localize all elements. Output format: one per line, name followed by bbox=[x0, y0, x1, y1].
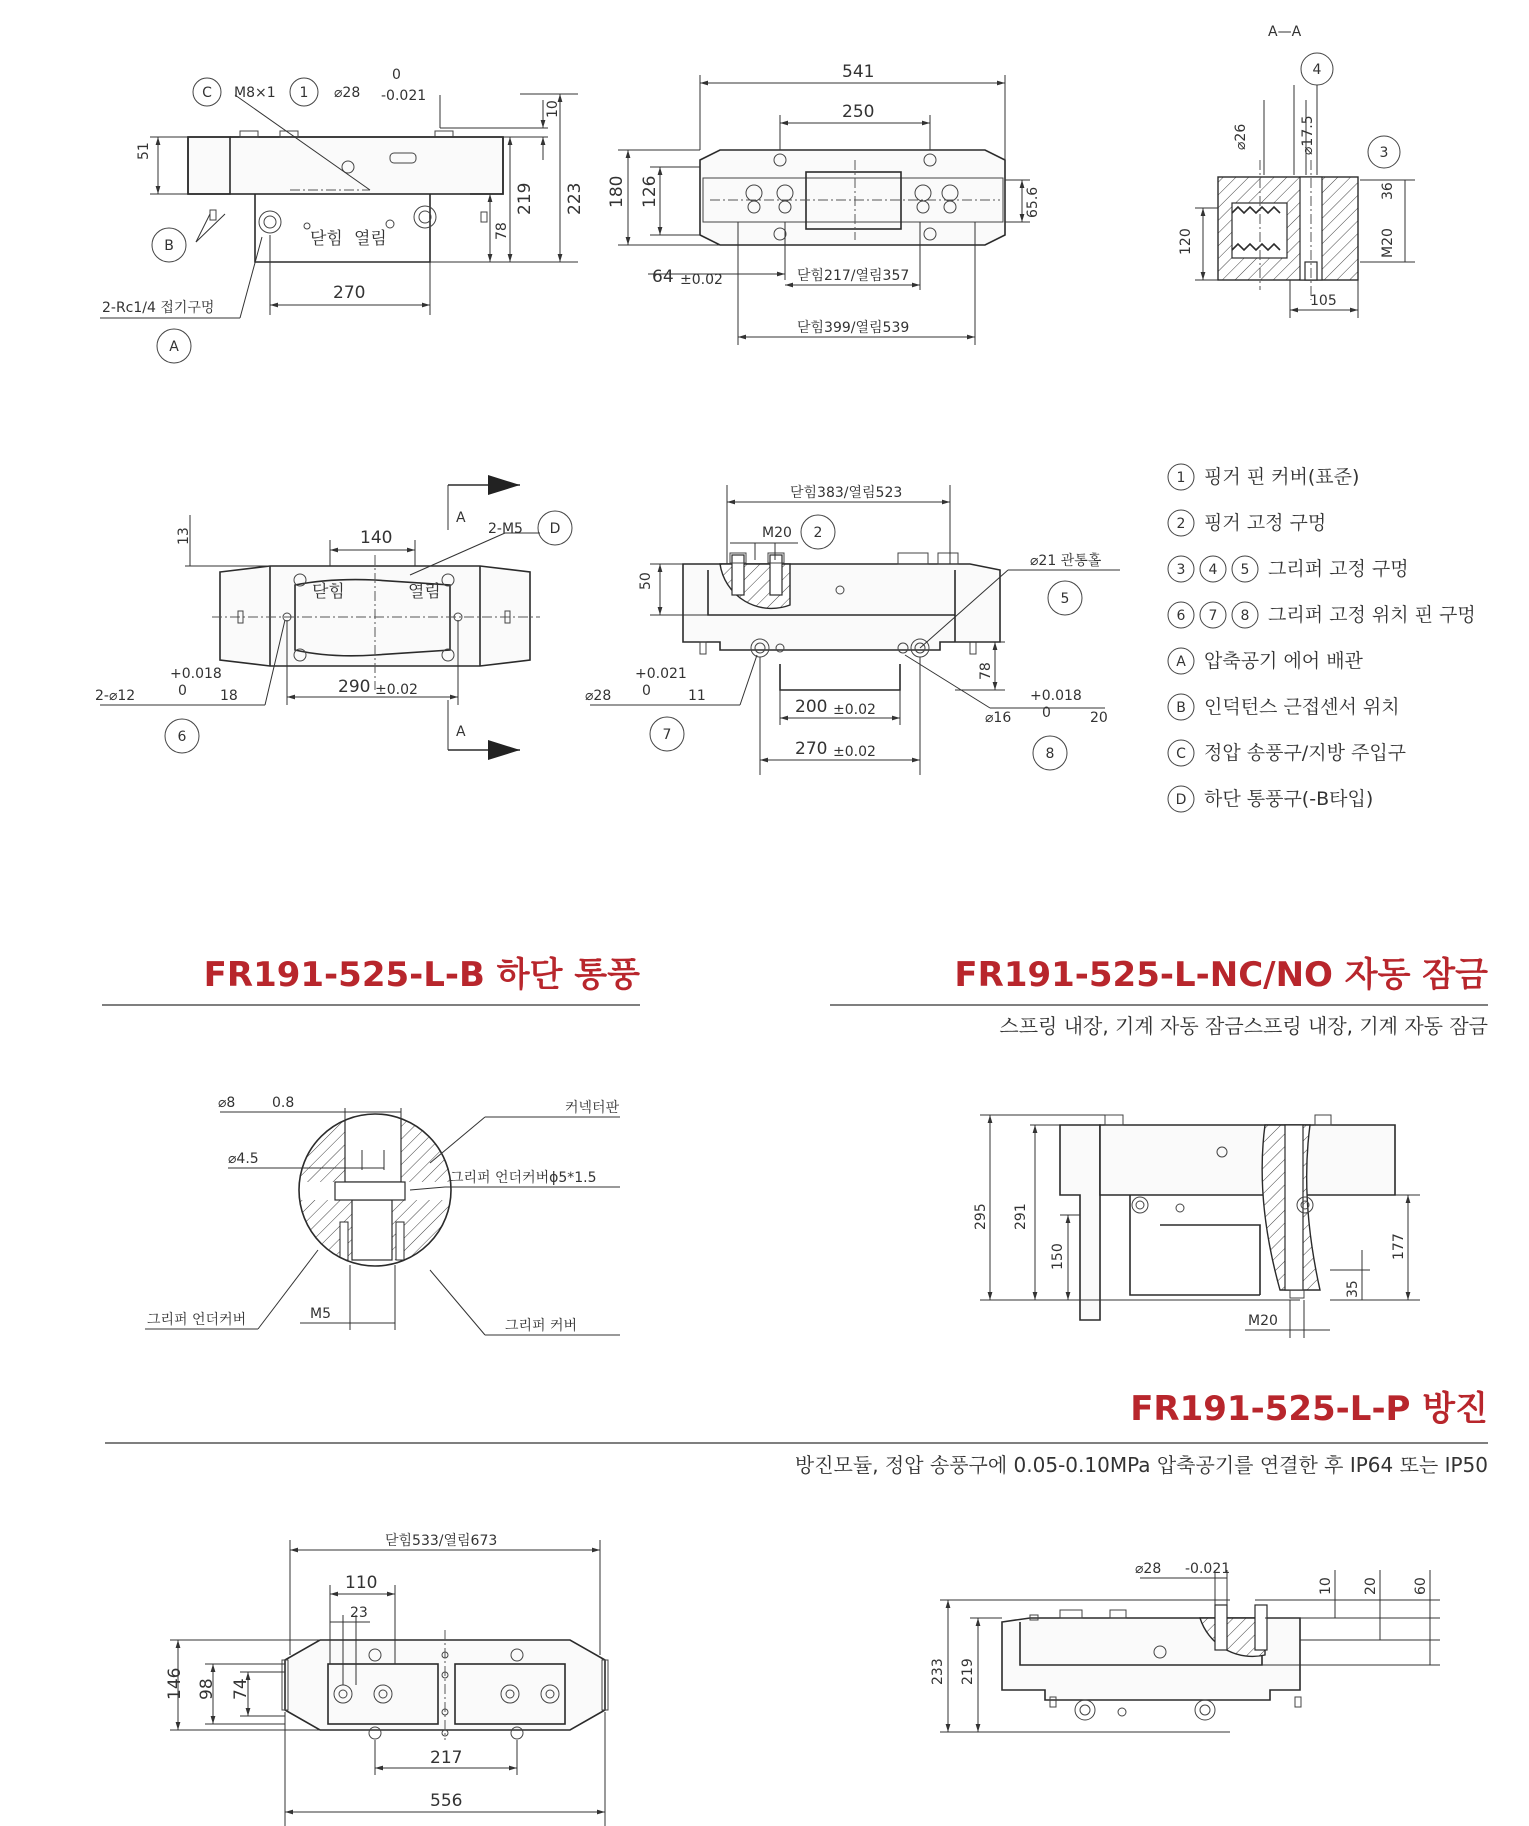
nc-view bbox=[973, 1115, 1420, 1338]
tol-b: 0 bbox=[642, 683, 651, 699]
dim-50: 50 bbox=[638, 572, 654, 590]
callout-7: 7 bbox=[662, 727, 672, 743]
title-b-type: FR191-525-L-B 하단 통풍 bbox=[203, 955, 640, 995]
dim-78: 78 bbox=[978, 662, 994, 680]
legend-row bbox=[1168, 786, 1373, 812]
legend-mark: D bbox=[1175, 792, 1187, 808]
tol-c: +0.018 bbox=[1030, 688, 1082, 704]
label-11: 11 bbox=[688, 688, 706, 704]
label-aa: A—A bbox=[1268, 24, 1302, 40]
dim-270: 270 bbox=[333, 283, 366, 303]
callout-b: B bbox=[164, 238, 174, 254]
legend-mark: 5 bbox=[1240, 562, 1250, 578]
tol-b: 0 bbox=[178, 683, 187, 699]
legend-row bbox=[1168, 694, 1400, 720]
dim-36: 36 bbox=[1380, 182, 1396, 200]
top-view bbox=[607, 62, 1041, 345]
title-p-type: FR191-525-L-P 방진 bbox=[1130, 1389, 1488, 1429]
label-close: 닫힘 bbox=[312, 582, 345, 602]
p-side-view bbox=[930, 1561, 1440, 1732]
dim-291: 291 bbox=[1013, 1203, 1029, 1230]
dim-close217: 닫힘217/열림357 bbox=[797, 268, 910, 284]
tol-a: +0.018 bbox=[170, 666, 222, 682]
legend-mark: 2 bbox=[1176, 516, 1186, 532]
dim-10: 10 bbox=[1318, 1577, 1334, 1595]
bottom-view bbox=[95, 475, 572, 760]
legend-text: 핑거 고정 구멍 bbox=[1204, 512, 1327, 534]
label-connector: 커넥터판 bbox=[565, 1100, 620, 1116]
label-d28: ⌀28 bbox=[1135, 1561, 1162, 1577]
label-close: 닫힘 bbox=[310, 229, 343, 249]
dim-200-tol: ±0.02 bbox=[833, 702, 876, 718]
dim-140: 140 bbox=[360, 528, 393, 548]
callout-c: C bbox=[202, 85, 212, 101]
label-2m5: 2-M5 bbox=[488, 521, 523, 537]
label-tol-up: 0 bbox=[392, 67, 401, 83]
legend-mark: A bbox=[1176, 654, 1186, 670]
legend-row bbox=[1168, 510, 1326, 536]
dim-105: 105 bbox=[1310, 293, 1337, 309]
label-open: 열림 bbox=[354, 229, 387, 249]
callout-3: 3 bbox=[1379, 145, 1389, 161]
legend-text: 그리퍼 고정 위치 핀 구멍 bbox=[1268, 604, 1476, 626]
dim-74: 74 bbox=[231, 1678, 251, 1700]
label-rc: 2-Rc1/4 접기구멍 bbox=[102, 300, 215, 316]
dim-23: 23 bbox=[350, 1605, 368, 1621]
callout-a: A bbox=[169, 339, 179, 355]
dim-219: 219 bbox=[515, 182, 535, 215]
front-view bbox=[100, 67, 585, 363]
callout-6: 6 bbox=[177, 729, 187, 745]
callout-8: 8 bbox=[1045, 746, 1055, 762]
callout-1: 1 bbox=[299, 85, 309, 101]
label-cover: 그리퍼 커버 bbox=[505, 1318, 578, 1334]
label-a-bot: A bbox=[456, 724, 466, 740]
label-a-top: A bbox=[456, 510, 466, 526]
label-d21: ⌀21 관통홀 bbox=[1030, 553, 1102, 569]
tol-a: +0.021 bbox=[635, 666, 687, 682]
legend-text: 하단 통풍구(-B타입) bbox=[1204, 788, 1374, 810]
p-description: 방진모듈, 정압 송풍구에 0.05-0.10MPa 압축공기를 연결한 후 IP64 또는 IP50 bbox=[794, 1453, 1488, 1477]
dim-m20: M20 bbox=[1380, 228, 1396, 258]
dim-10: 10 bbox=[545, 100, 561, 118]
legend-mark: B bbox=[1176, 700, 1186, 716]
dim-556: 556 bbox=[430, 1791, 463, 1811]
dim-20: 20 bbox=[1363, 1577, 1379, 1595]
dim-223: 223 bbox=[565, 182, 585, 215]
legend-mark: 8 bbox=[1240, 608, 1250, 624]
dim-219: 219 bbox=[960, 1658, 976, 1685]
label-m20: M20 bbox=[1248, 1313, 1278, 1329]
legend-row bbox=[1168, 602, 1476, 628]
dim-200: 200 bbox=[795, 697, 828, 717]
dim-146: 146 bbox=[165, 1667, 185, 1700]
label-tol: -0.021 bbox=[1185, 1561, 1231, 1577]
legend-row bbox=[1168, 556, 1409, 582]
callout-2: 2 bbox=[813, 525, 823, 541]
dim-217: 217 bbox=[430, 1748, 463, 1768]
label-open: 열림 bbox=[408, 582, 441, 602]
dim-126: 126 bbox=[640, 175, 660, 208]
dim-35: 35 bbox=[1345, 1280, 1361, 1298]
legend-row bbox=[1168, 464, 1359, 490]
dim-120: 120 bbox=[1178, 228, 1194, 255]
dim-d17-5: ⌀17.5 bbox=[1300, 115, 1316, 155]
dim-64: 64 bbox=[652, 267, 674, 287]
legend-row bbox=[1168, 740, 1406, 766]
label-d16: ⌀16 bbox=[985, 710, 1012, 726]
dim-270-tol: ±0.02 bbox=[833, 744, 876, 760]
label-d8: ⌀8 bbox=[218, 1095, 236, 1111]
dim-64-tol: ±0.02 bbox=[680, 272, 723, 288]
dim-98: 98 bbox=[197, 1678, 217, 1700]
dim-180: 180 bbox=[607, 175, 627, 208]
callout-d: D bbox=[549, 521, 561, 537]
label-m20: M20 bbox=[762, 525, 792, 541]
dim-65-6: 65.6 bbox=[1025, 186, 1041, 218]
dim-177: 177 bbox=[1391, 1233, 1407, 1260]
label-d28: ⌀28 bbox=[585, 688, 612, 704]
nc-description: 스프링 내장, 기계 자동 잠금스프링 내장, 기계 자동 잠금 bbox=[999, 1014, 1488, 1038]
label-2d12: 2-⌀12 bbox=[95, 688, 136, 704]
legend-mark: 6 bbox=[1176, 608, 1186, 624]
label-m5: M5 bbox=[310, 1306, 331, 1322]
legend-text: 압축공기 에어 배관 bbox=[1204, 650, 1363, 672]
section-view bbox=[1178, 24, 1415, 318]
legend-mark: 3 bbox=[1176, 562, 1186, 578]
dim-close399: 닫힘399/열림539 bbox=[797, 320, 910, 336]
dim-250: 250 bbox=[842, 102, 875, 122]
dim-290: 290 bbox=[338, 677, 371, 697]
label-undercover-d: 그리퍼 언더커버ϕ5*1.5 bbox=[450, 1170, 597, 1186]
dim-close533: 닫힘533/열림673 bbox=[385, 1533, 498, 1549]
dim-60: 60 bbox=[1413, 1577, 1429, 1595]
legend-text: 인덕턴스 근접센서 위치 bbox=[1204, 696, 1400, 718]
legend-text: 그리퍼 고정 구멍 bbox=[1268, 558, 1409, 580]
dim-295: 295 bbox=[973, 1203, 989, 1230]
tol-d: 0 bbox=[1042, 705, 1051, 721]
label-d28: ⌀28 bbox=[334, 85, 361, 101]
title-nc-type: FR191-525-L-NC/NO 자동 잠금 bbox=[954, 955, 1488, 995]
detail-view bbox=[145, 1095, 620, 1335]
legend-text: 핑거 핀 커버(표준) bbox=[1204, 466, 1360, 488]
dim-290-tol: ±0.02 bbox=[375, 682, 418, 698]
label-tol-dn: -0.021 bbox=[381, 88, 427, 104]
label-0-8: 0.8 bbox=[272, 1095, 295, 1111]
callout-4: 4 bbox=[1312, 62, 1322, 78]
dim-110: 110 bbox=[345, 1573, 378, 1593]
legend-mark: C bbox=[1176, 746, 1186, 762]
dim-51: 51 bbox=[136, 142, 152, 160]
dim-270: 270 bbox=[795, 739, 828, 759]
label-undercover: 그리퍼 언더커버 bbox=[147, 1312, 247, 1328]
label-20: 20 bbox=[1090, 710, 1108, 726]
legend-text: 정압 송풍구/지방 주입구 bbox=[1204, 742, 1407, 764]
dim-d26: ⌀26 bbox=[1233, 123, 1249, 150]
dim-541: 541 bbox=[842, 62, 875, 82]
legend-row bbox=[1168, 648, 1364, 674]
label-d4-5: ⌀4.5 bbox=[228, 1151, 259, 1167]
dim-233: 233 bbox=[930, 1658, 946, 1685]
dim-close383: 닫힘383/열림523 bbox=[790, 485, 903, 501]
dim-78: 78 bbox=[494, 222, 510, 240]
p-top-view bbox=[165, 1532, 608, 1826]
legend bbox=[1168, 464, 1476, 812]
legend-mark: 4 bbox=[1208, 562, 1218, 578]
dim-150: 150 bbox=[1050, 1243, 1066, 1270]
callout-5: 5 bbox=[1060, 591, 1070, 607]
label-18: 18 bbox=[220, 688, 238, 704]
label-m8: M8×1 bbox=[234, 85, 276, 101]
legend-mark: 1 bbox=[1176, 470, 1186, 486]
legend-mark: 7 bbox=[1208, 608, 1218, 624]
dim-13: 13 bbox=[176, 527, 192, 545]
side-view bbox=[585, 484, 1120, 775]
